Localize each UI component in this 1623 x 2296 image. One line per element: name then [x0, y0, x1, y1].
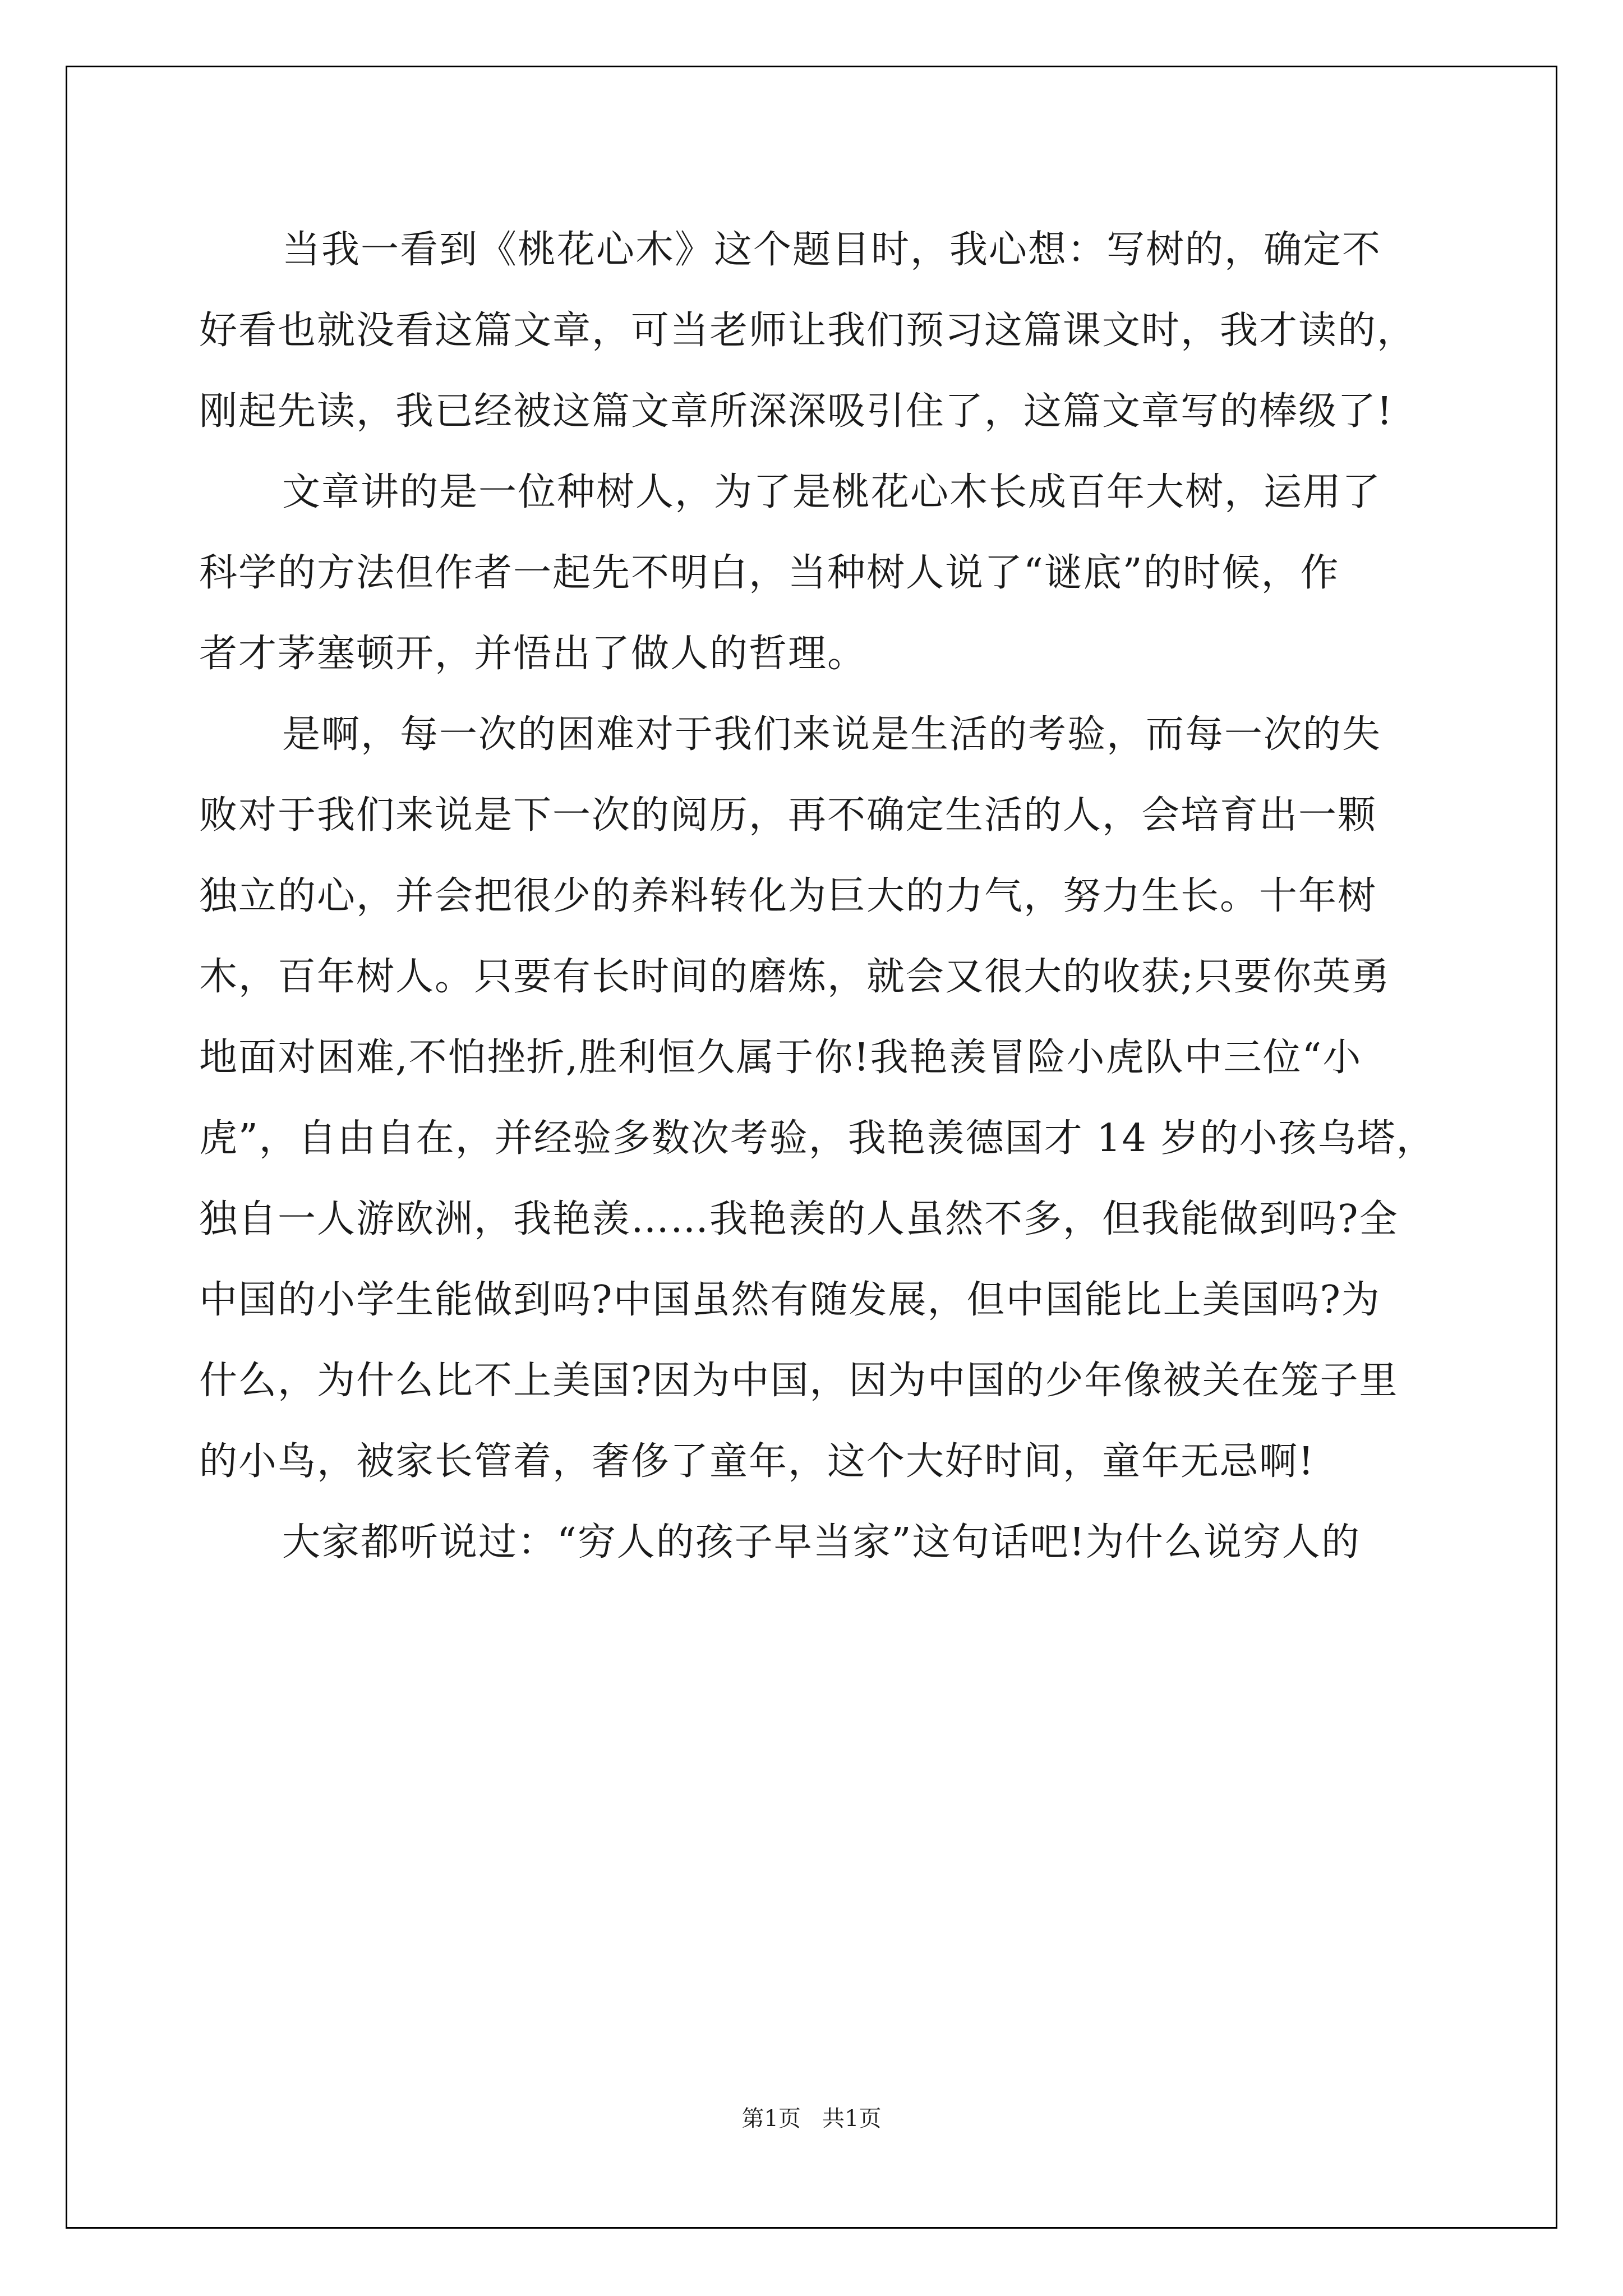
- text-line: 地面对困难,不怕挫折,胜利恒久属于你!我艳羡冒险小虎队中三位“小: [199, 1036, 1362, 1080]
- document-body: [199, 210, 1438, 1583]
- page-footer: [0, 2101, 1623, 2133]
- text-line: 文章讲的是一位种树人，为了是桃花心木长成百年大树，运用了: [282, 470, 1382, 514]
- text-line: 中国的小学生能做到吗?中国虽然有随发展，但中国能比上美国吗?为: [199, 1278, 1381, 1322]
- text-line: 木，百年树人。只要有长时间的磨炼，就会又很大的收获;只要你英勇: [199, 955, 1391, 999]
- text-line: 者才茅塞顿开，并悟出了做人的哲理。: [199, 632, 867, 676]
- text-line: 科学的方法但作者一起先不明白，当种树人说了“谜底”的时候，作: [199, 551, 1340, 595]
- text-line: 的小鸟，被家长管着，奢侈了童年，这个大好时间，童年无忌啊!: [199, 1439, 1315, 1484]
- page-number: 第1页 共1页: [741, 2106, 882, 2132]
- text-line: 独立的心，并会把很少的养料转化为巨大的力气，努力生长。十年树: [199, 874, 1377, 918]
- text-line: 虎”，自由自在，并经验多数次考验，我艳羡德国才 14 岁的小孩乌塔，: [199, 1116, 1436, 1161]
- text-line: 大家都听说过：“穷人的孩子早当家”这句话吧!为什么说穷人的: [282, 1520, 1361, 1565]
- text-line: 好看也就没看这篇文章，可当老师让我们预习这篇课文时，我才读的，: [199, 309, 1417, 353]
- text-line: 败对于我们来说是下一次的阅历，再不确定生活的人，会培育出一颗: [199, 793, 1377, 838]
- text-line: 当我一看到《桃花心木》这个题目时，我心想：写树的，确定不: [282, 228, 1382, 272]
- text-line: 刚起先读，我已经被这篇文章所深深吸引住了，这篇文章写的棒级了!: [199, 389, 1394, 434]
- text-line: 什么，为什么比不上美国?因为中国，因为中国的少年像被关在笼子里: [199, 1359, 1399, 1403]
- text-line: 独自一人游欧洲，我艳羡……我艳羡的人虽然不多，但我能做到吗?全: [199, 1197, 1399, 1241]
- text-line: 是啊，每一次的困难对于我们来说是生活的考验，而每一次的失: [282, 712, 1382, 757]
